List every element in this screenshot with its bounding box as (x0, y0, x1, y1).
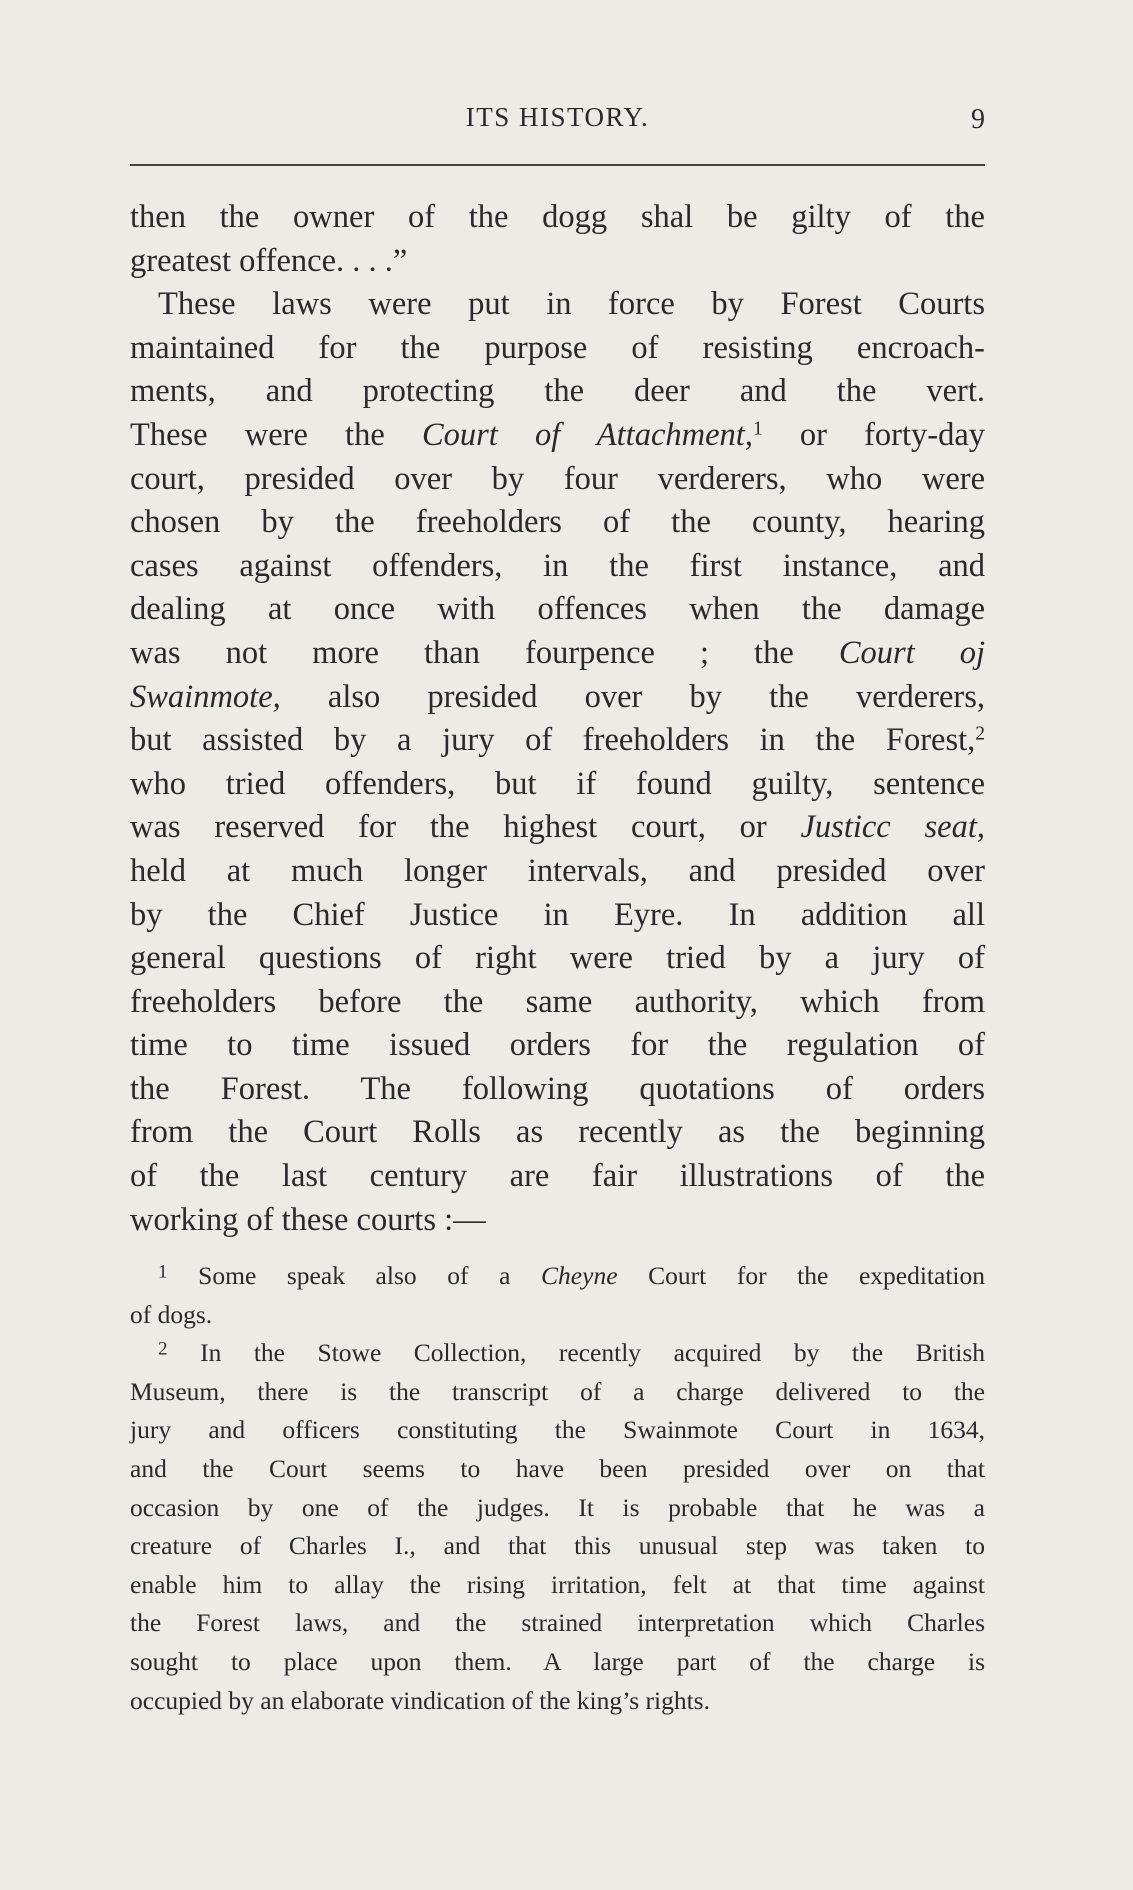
running-title: ITS HISTORY. (465, 102, 650, 132)
text-line: cases against offenders, in the first instance, and (130, 547, 985, 584)
text-segment: These were the (130, 416, 422, 453)
text-segment: Some speak also of a (167, 1261, 542, 1290)
text-segment: was reserved for the highest court, or (130, 809, 801, 846)
footnote-line: jury and officers constituting the Swainmote Court in 1634, (130, 1415, 985, 1445)
text-segment: also presided over by the verderers, (280, 678, 985, 715)
court-name-italic: Cheyne (541, 1261, 618, 1290)
text-line (130, 632, 985, 676)
footnote-line: occupied by an elaborate vindication of the king’s rights. (130, 1685, 710, 1715)
text-line (130, 414, 985, 458)
text-line (130, 806, 985, 850)
text-segment: or forty-day (762, 416, 986, 453)
footnote-ref-1: 1 (752, 418, 763, 440)
footnote-2 (130, 1334, 985, 1373)
text-line: the Forest. The following quotations of orders (130, 1070, 985, 1107)
footnote-1 (130, 1257, 985, 1296)
text-line: ments, and protecting the deer and the vert. (130, 373, 985, 410)
text-line: held at much longer intervals, and presided over (130, 852, 985, 889)
footnote-line: Museum, there is the transcript of a charge delivered to the (130, 1376, 985, 1406)
text-line: court, presided over by four verderers, who were (130, 460, 985, 497)
court-name-italic: Swainmote, (130, 678, 281, 715)
text-line (130, 719, 985, 763)
footnote-line: creature of Charles I., and that this unusual step was taken to (130, 1531, 985, 1561)
court-name-italic: Justicc seat, (800, 809, 985, 846)
text-line: by the Chief Justice in Eyre. In addition all (130, 896, 985, 933)
footnote-mark: 1 (158, 1261, 168, 1283)
footnote-line: enable him to allay the rising irritation, felt at that time against (130, 1569, 985, 1599)
text-line: time to time issued orders for the regulation of (130, 1027, 985, 1064)
text-line: then the owner of the dogg shal be gilty of the (130, 199, 985, 235)
page-number: 9 (971, 104, 985, 135)
court-name-italic: Court of Attachment, (421, 416, 753, 453)
text-line: dealing at once with offences when the damage (130, 591, 985, 628)
text-segment: but assisted by a jury of freeholders in the Forest, (130, 722, 976, 759)
text-line: These laws were put in force by Forest Courts (158, 286, 985, 323)
text-line: working of these courts :— (130, 1201, 486, 1238)
footnote-line: and the Court seems to have been presided over on that (130, 1453, 985, 1483)
text-line (130, 676, 985, 720)
text-line: maintained for the purpose of resisting encroach- (130, 329, 985, 366)
footnote-line: of dogs. (130, 1299, 213, 1329)
footnote-ref-2: 2 (975, 723, 985, 745)
header-rule (130, 164, 985, 166)
footnotes (130, 1257, 985, 1720)
text-segment: In the Stowe Collection, recently acquired by the British (167, 1338, 985, 1368)
footnote-line: the Forest laws, and the strained interpretation which Charles (130, 1608, 985, 1638)
text-line: of the last century are fair illustrations of the (130, 1158, 985, 1195)
court-name-italic: Court oj (838, 634, 985, 671)
body-text (130, 196, 985, 1242)
text-line: freeholders before the same authority, which from (130, 983, 985, 1020)
text-line: general questions of right were tried by a jury of (130, 940, 985, 977)
text-line: who tried offenders, but if found guilty, sentence (130, 765, 985, 802)
text-line: greatest offence. . . .” (130, 242, 408, 279)
footnote-line: occasion by one of the judges. It is probable that he was a (130, 1492, 985, 1522)
text-line: chosen by the freeholders of the county, hearing (130, 504, 985, 541)
text-segment: Court for the expeditation (617, 1261, 985, 1290)
footnote-mark: 2 (158, 1338, 168, 1360)
footnote-line: sought to place upon them. A large part of the charge is (130, 1646, 985, 1676)
text-segment: was not more than fourpence ; the (130, 634, 839, 671)
text-line: from the Court Rolls as recently as the beginning (130, 1114, 985, 1151)
running-head (130, 102, 985, 142)
